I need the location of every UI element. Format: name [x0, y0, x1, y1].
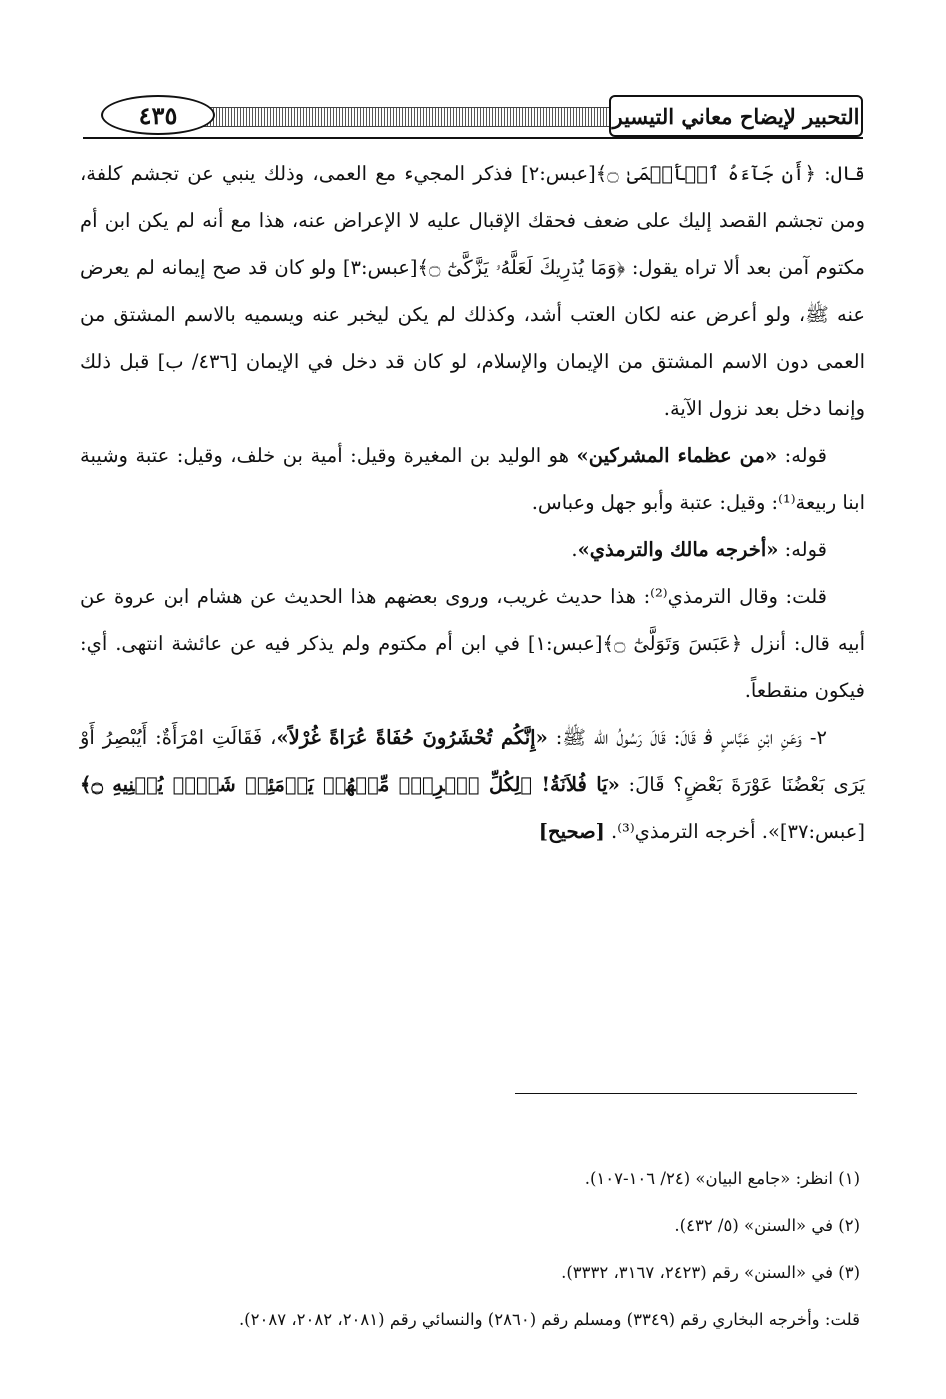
header-hatch-bar: [153, 107, 613, 127]
footnote-separator: [515, 1093, 857, 1094]
footnotes: [100, 1155, 860, 1343]
paragraph-3: [80, 526, 865, 573]
paragraph-1: قال: ﴿أَن جَآءَهُ ٱلۡأَعۡمَىٰ ۝﴾[عبس:٢] فذكر المجيء مع العمى، وذلك ينبي عن تجشم كلفة، ومن تجشم القصد إليك على ضعف فحقك الإقبال عليه لا الإعراض عنه، هذا مع أنه لم يكن ابن أم مكتوم آمن بعد ألا تراه يقول: ﴿وَمَا يُدۡرِيكَ لَعَلَّهُۥ يَزَّكَّىٰٓ ۝﴾[عبس:٣] ولو كان قد صح إيمانه لم يعرض عنه ﷺ، ولو أعرض عنه لكان العتب أشد، وكذلك لم يكن ليخبر عنه ويسميه بالاسم المشتق من العمى دون الاسم المشتق من الإيمان والإسلام، لو كان قد دخل في الإيمان [٤٣٦/ ب] قبل ذلك وإنما دخل بعد نزول الآية.: [80, 162, 865, 420]
hadith-2-tail: [عبس:٣٧]». أخرجه الترمذي⁽³⁾.: [604, 820, 865, 843]
paragraph-3-lead: قوله:: [778, 538, 827, 561]
paragraph-2: [80, 432, 865, 526]
book-title: التحبير لإيضاح معاني التيسير: [609, 95, 863, 137]
main-text: [80, 150, 865, 855]
paragraph-3-quote: «أخرجه مالك والترمذي»: [577, 538, 779, 561]
page-header: [83, 93, 863, 139]
header-rule: [83, 137, 863, 139]
paragraph-2-quote: «من عظماء المشركين»: [576, 444, 778, 467]
hadith-2-quote-2: «يَا فُلاَنَةُ! ﴿لِكُلِّ ٱمۡرِيٕٖ مِّنۡهُمۡ يَوۡمَئِذٖ شَأۡنٞ يُغۡنِيهِ ۝﴾: [80, 773, 620, 796]
hadith-2-mid: ، فَقَالَتِ امْرَأَةٌ: أَيُبْصِرُ أَوْ يَرَى بَعْضُنَا عَوْرَةَ بَعْضٍ؟ قَالَ:: [80, 726, 866, 796]
hadith-2-grade: [صحيح]: [538, 820, 605, 843]
page-number: ٤٣٥: [101, 95, 215, 135]
footnote-3: (٣) في «السنن» رقم (٢٤٢٣، ٣١٦٧، ٣٣٣٢).: [561, 1263, 860, 1282]
hadith-2-lead: ٢- وَعَنِ ابْنِ عَبَّاسٍ ﭬ قَالَ: قَالَ رَسُولُ الله ﷺ:: [547, 726, 827, 749]
paragraph-2-rest: هو الوليد بن المغيرة وقيل: أمية بن خلف، وقيل: عتبة وشيبة ابنا ربيعة⁽¹⁾: وقيل: عتبة وأبو جهل وعباس.: [80, 444, 865, 514]
hadith-2: [80, 714, 865, 855]
footnote-1: (١) انظر: «جامع البيان» (٢٤/ ١٠٦-١٠٧).: [584, 1169, 860, 1188]
footnote-4: قلت: وأخرجه البخاري رقم (٣٣٤٩) ومسلم رقم (٢٨٦٠) والنسائي رقم (٢٠٨١، ٢٠٨٢، ٢٠٨٧).: [238, 1310, 860, 1329]
footnote-2: (٢) في «السنن» (٥/ ٤٣٢).: [674, 1216, 860, 1235]
paragraph-3-end: .: [571, 538, 578, 561]
paragraph-4: قلت: وقال الترمذي⁽²⁾: هذا حديث غريب، وروى بعضهم هذا الحديث عن هشام ابن عروة عن أبيه قال: أنزل ﴿عَبَسَ وَتَوَلَّىٰٓ ۝﴾[عبس:١] في ابن أم مكتوم ولم يذكر فيه عن عائشة انتهى. أي: فيكون منقطعاً.: [80, 585, 865, 702]
hadith-2-quote-1: «إِنَّكُم تُحْشَرُونَ حُفَاةً عُرَاةً غُرْلاً»: [276, 726, 548, 749]
paragraph-2-lead: قوله:: [777, 444, 827, 467]
